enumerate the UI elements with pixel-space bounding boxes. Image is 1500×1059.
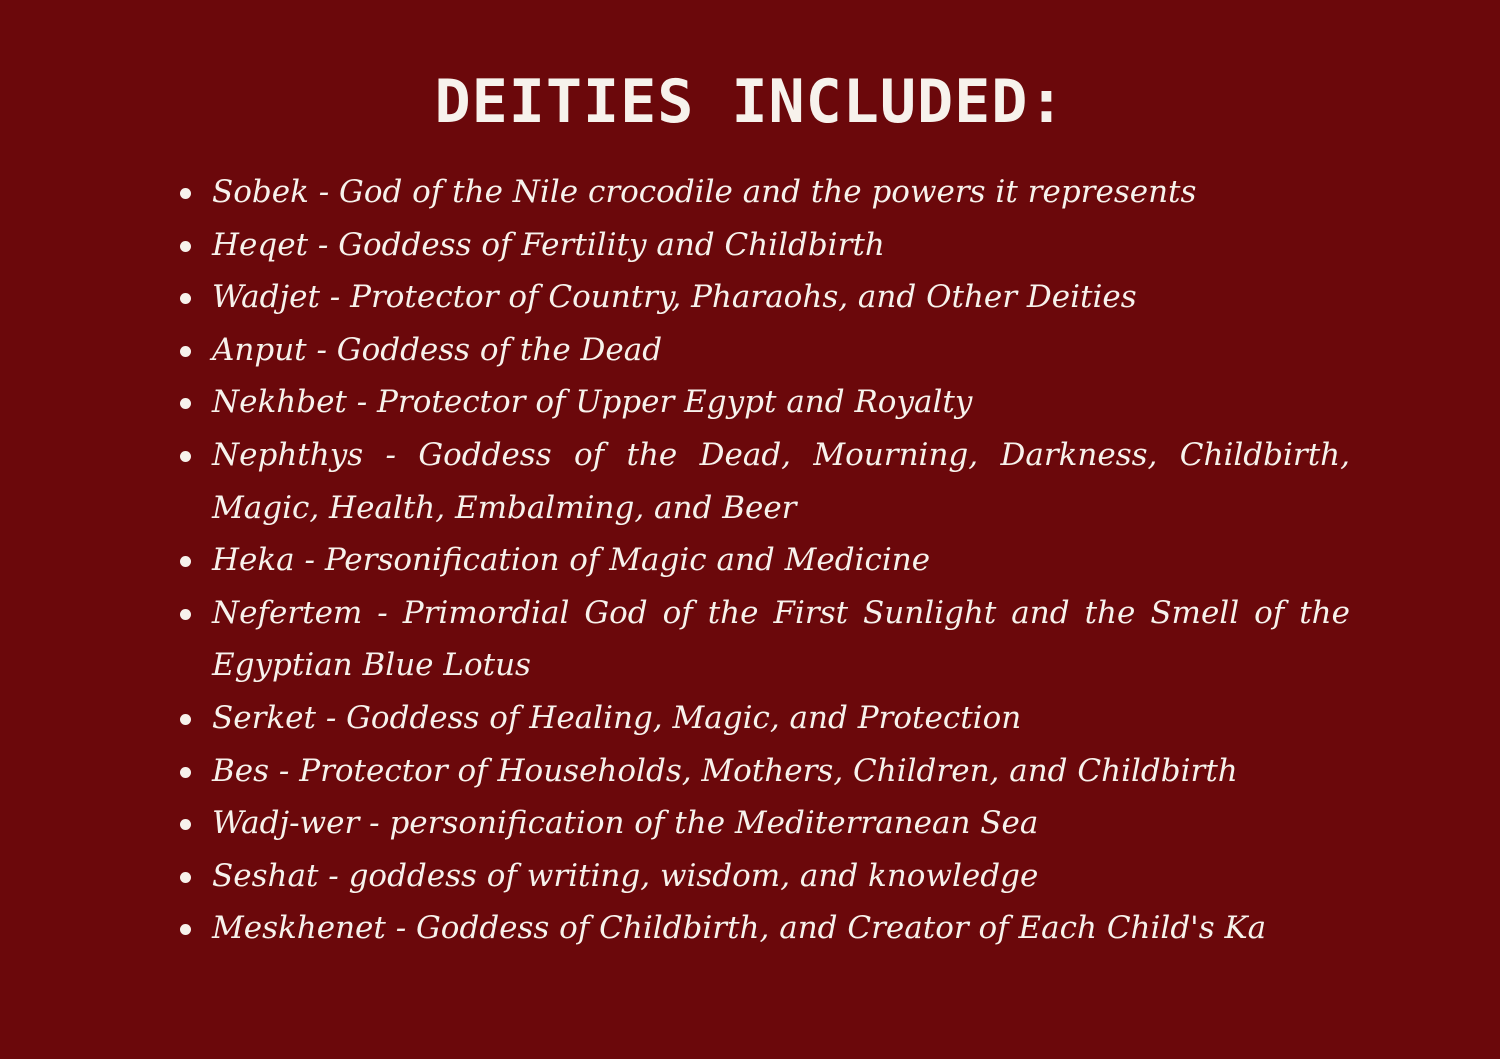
deity-description: Nephthys - Goddess of the Dead, Mourning, Darkness, Childbirth, Magic, Health, Embalming, and Beer	[212, 436, 1350, 526]
list-item	[212, 587, 1350, 692]
list-item	[212, 324, 1350, 377]
deity-description: Seshat - goddess of writing, wisdom, and knowledge	[212, 857, 1039, 894]
bullet-icon	[180, 346, 191, 357]
list-item	[212, 692, 1350, 745]
deity-description: Anput - Goddess of the Dead	[212, 331, 663, 368]
list-item	[212, 166, 1350, 219]
list-item	[212, 376, 1350, 429]
bullet-icon	[180, 714, 191, 725]
deity-list	[212, 166, 1350, 955]
deity-description: Nefertem - Primordial God of the First Sunlight and the Smell of the Egyptian Blue Lotus	[212, 594, 1350, 684]
deity-description: Meskhenet - Goddess of Childbirth, and Creator of Each Child's Ka	[212, 910, 1267, 947]
list-item	[212, 850, 1350, 903]
bullet-icon	[180, 398, 191, 409]
list-item	[212, 534, 1350, 587]
deity-description: Wadj-wer - personification of the Mediterranean Sea	[212, 805, 1039, 842]
deity-description: Bes - Protector of Households, Mothers, Children, and Childbirth	[212, 752, 1238, 789]
bullet-icon	[180, 924, 191, 935]
list-item	[212, 271, 1350, 324]
list-item	[212, 429, 1350, 534]
bullet-icon	[180, 609, 191, 620]
list-item	[212, 902, 1350, 955]
deity-description: Heka - Personification of Magic and Medicine	[212, 542, 931, 579]
bullet-icon	[180, 819, 191, 830]
bullet-icon	[180, 188, 191, 199]
deity-description: Wadjet - Protector of Country, Pharaohs, and Other Deities	[212, 279, 1137, 316]
bullet-icon	[180, 293, 191, 304]
deity-description: Heqet - Goddess of Fertility and Childbirth	[212, 226, 885, 263]
deity-description: Sobek - God of the Nile crocodile and the powers it represents	[212, 174, 1197, 210]
deity-description: Serket - Goddess of Healing, Magic, and Protection	[212, 699, 1022, 736]
bullet-icon	[180, 241, 191, 252]
list-item	[212, 745, 1350, 798]
bullet-icon	[180, 556, 191, 567]
list-item	[212, 797, 1350, 850]
deity-description: Nekhbet - Protector of Upper Egypt and Royalty	[212, 384, 973, 421]
bullet-icon	[180, 767, 191, 778]
bullet-icon	[180, 451, 191, 462]
list-item	[212, 219, 1350, 272]
page-title: DEITIES INCLUDED:	[434, 67, 1066, 137]
bullet-icon	[180, 872, 191, 883]
